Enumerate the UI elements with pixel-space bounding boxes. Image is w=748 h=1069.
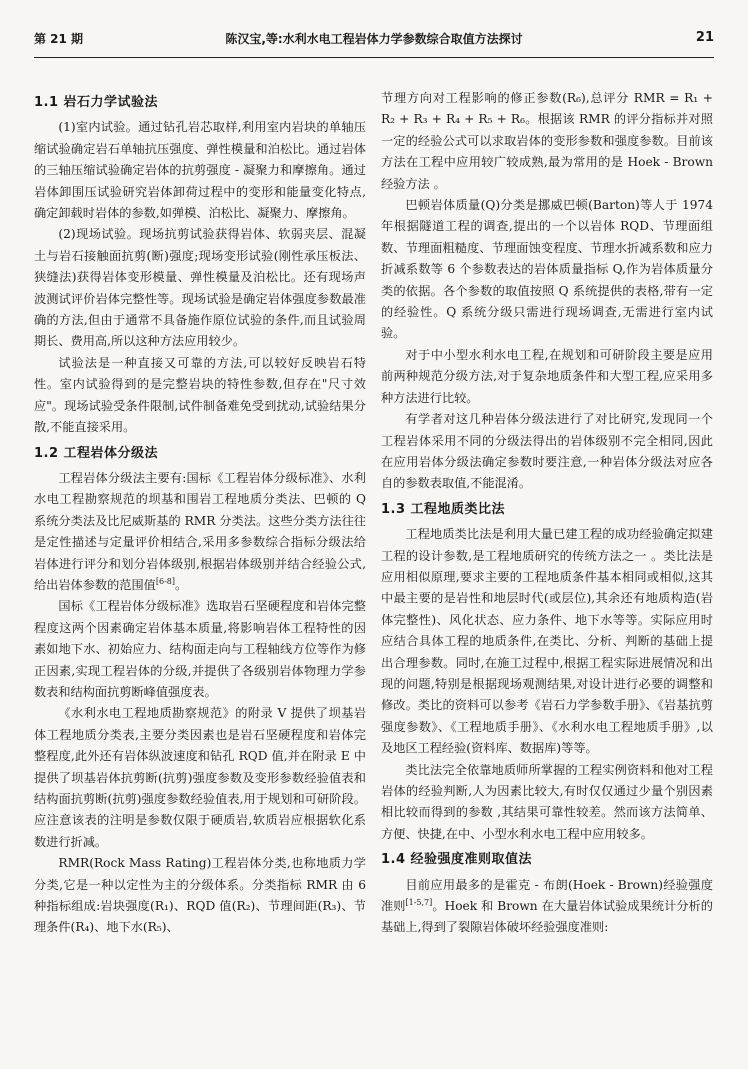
paragraph-comparison: 有学者对这几种岩体分级法进行了对比研究,发现同一个工程岩体采用不同的分级法得出的岩体级别不完全相同,因此在应用岩体分级法确定参数时要注意,一种岩体分级法对应各自的参数表取值,不能混淆。 xyxy=(381,412,713,491)
paragraph-rmr-continued: 节理方向对工程影响的修正参数(R₆),总评分 RMR = R₁ + R₂ + R₃ + R₄ + R₅ + R₆。根据该 RMR 的评分指标并对照一定的经验公式可以求取岩体的变形参数和强度参数。目前该方法在工程中应用较广较成熟,最为常用的是 Hoek - Brown 经验方法 。 xyxy=(381,91,713,191)
paragraph-classification-intro xyxy=(34,468,366,596)
paragraph-field-test: (2)现场试验。现场抗剪试验获得岩体、软弱夹层、混凝土与岩石接触面抗剪(断)强度;现场变形试验(刚性承压板法、狭缝法)获得岩体变形模量、弹性模量及泊松比。还有现场声波测试评价岩体完整性等。现场试验是确定岩体强度参数最准确的方法,但由于通常不具备施作原位试验的条件,而且试验周期长、费用高,所以这种方法应用较少。 xyxy=(34,227,366,349)
running-title: 陈汉宝,等:水利水电工程岩体力学参数综合取值方法探讨 xyxy=(225,32,523,46)
paragraph-national-standard: 国标《工程岩体分级标准》选取岩石坚硬程度和岩体完整程度这两个因素确定岩体基本质量,将影响岩体工程特性的因素如地下水、初始应力、结构面走向与工程轴线方位等作为修正因素,实现工程岩体的分级,并提供了各级别岩体物理力学参数表和结构面抗剪断峰值强度表。 xyxy=(34,599,366,699)
header-rule xyxy=(34,57,714,58)
section-1-2-heading: 1.2 工程岩体分级法 xyxy=(34,445,159,461)
section-1-3-heading: 1.3 工程地质类比法 xyxy=(381,501,506,517)
paragraph-q-system: 巴顿岩体质量(Q)分类是挪威巴顿(Barton)等人于 1974 年根据隧道工程的调查,提出的一个以岩体 RQD、节理面组数、节理面粗糙度、节理面蚀变程度、节理水折减系数和应力折减系数等 6 个参数表达的岩体质量指标 Q,作为岩体质量分类的依据。各个参数的取值按照 Q 系统提供的表格,带有一定的经验性。Q 系统分级只需进行现场调查,无需进行室内试验。 xyxy=(381,198,713,341)
paragraph-small-projects: 对于中小型水利水电工程,在规划和可研阶段主要是应用前两种规范分级方法,对于复杂地质条件和大型工程,应采用多种方法进行比较。 xyxy=(381,347,713,405)
citation-6-8: [6-8] xyxy=(155,576,175,586)
issue-label: 第 21 期 xyxy=(34,32,84,46)
paragraph-hoek-brown-end: 。Hoek 和 Brown 在大量岩体试验成果统计分析的基础上,得到了裂隙岩体破坏经验强度准则: xyxy=(381,899,713,935)
page-header xyxy=(34,30,714,52)
page-number: 21 xyxy=(695,30,714,45)
paragraph-analogy-method: 工程地质类比法是利用大量已建工程的成功经验确定拟建工程的设计参数,是工程地质研究的传统方法之一 。类比法是应用相似原理,要求主要的工程地质条件基本相同或相似,这其中最主要的是岩性和地层时代(或层位),其余还有地质构造(岩体完整性)、风化状态、应力条件、地下水等等。实际应用时应结合具体工程的地质条件,在类比、分析、判断的基础上提出合理参数。同时,在施工过程中,根据工程实际进展情况和出现的问题,特别是根据现场观测结果,对设计进行必要的调整和修改。类比的资料可以参考《岩石力学参数手册》、《岩基抗剪强度参数》、《工程地质手册》、《水利水电工程地质手册》,以及地区工程经验(资料库、数据库)等等。 xyxy=(381,527,713,756)
paragraph-survey-code: 《水利水电工程地质勘察规范》的附录 V 提供了坝基岩体工程地质分类表,主要分类因素也是岩石坚硬程度和岩体完整程度,此外还有岩体纵波速度和钻孔 RQD 值,并在附录 E 中提供了坝基岩体抗剪断(抗剪)强度参数及变形参数经验值表和结构面抗剪断(抗剪)强度参数经验值表,用于规划和可研阶段。应注意该表的注明是参数仅限于硬质岩,软质岩应根据软化系数进行折减。 xyxy=(34,706,366,849)
right-column xyxy=(381,88,713,939)
section-1-1-heading: 1.1 岩石力学试验法 xyxy=(34,95,159,110)
paragraph-analogy-limits: 类比法完全依靠地质师所掌握的工程实例资料和他对工程岩体的经验判断,人为因素比较大,有时仅仅通过少量个别因素相比较而得到的参数 ,其结果可靠性较差。然而该方法简单、方便、快捷,在中、小型水利水电工程中应用较多。 xyxy=(381,762,713,841)
paragraph-classification-end: 。 xyxy=(175,577,188,592)
paragraph-hoek-brown-text: 目前应用最多的是霍克 - 布朗(Hoek - Brown)经验强度准则 xyxy=(381,877,713,914)
paragraph-rmr: RMR(Rock Mass Rating)工程岩体分类,也称地质力学分类,它是一种以定性为主的分级体系。分类指标 RMR 由 6 种指标组成:岩块强度(R₁)、RQD 值(R₂)、节理间距(R₃)、节理条件(R₄)、地下水(R₅)、 xyxy=(34,856,366,935)
left-column xyxy=(34,88,366,939)
paragraph-lab-test: (1)室内试验。通过钻孔岩芯取样,利用室内岩块的单轴压缩试验确定岩石单轴抗压强度、弹性模量和泊松比。通过岩体的三轴压缩试验确定岩体的抗剪强度 - 凝聚力和摩擦角。通过岩体卸围压试验研究岩体卸荷过程中的变形和能量变化特点,确定卸载时岩体的参数,如弹模、泊松比、凝聚力、摩擦角。 xyxy=(34,120,366,221)
paragraph-test-summary: 试验法是一种直接又可靠的方法,可以较好反映岩石特性。室内试验得到的是完整岩块的特性参数,但存在"尺寸效应"。现场试验受条件限制,试件制备难免受到扰动,试验结果分散,不能直接采用。 xyxy=(34,355,366,435)
paragraph-hoek-brown xyxy=(381,875,713,939)
section-1-4-heading: 1.4 经验强度准则取值法 xyxy=(381,852,533,868)
citation-1-5-7: [1-5,7] xyxy=(405,897,433,907)
paragraph-classification-text: 工程岩体分级法主要有:国标《工程岩体分级标准》、水利水电工程勘察规范的坝基和围岩工程地质分类法、巴顿的 Q 系统分类法及比尼威斯基的 RMR 分类法。这些分类方法往往是定性描述与定量评价相结合,采用多参数综合指标分级法给岩体进行评分和划分岩体级别,根据岩体级别并结合经验公式,给出岩体参数的范围值 xyxy=(34,470,366,592)
